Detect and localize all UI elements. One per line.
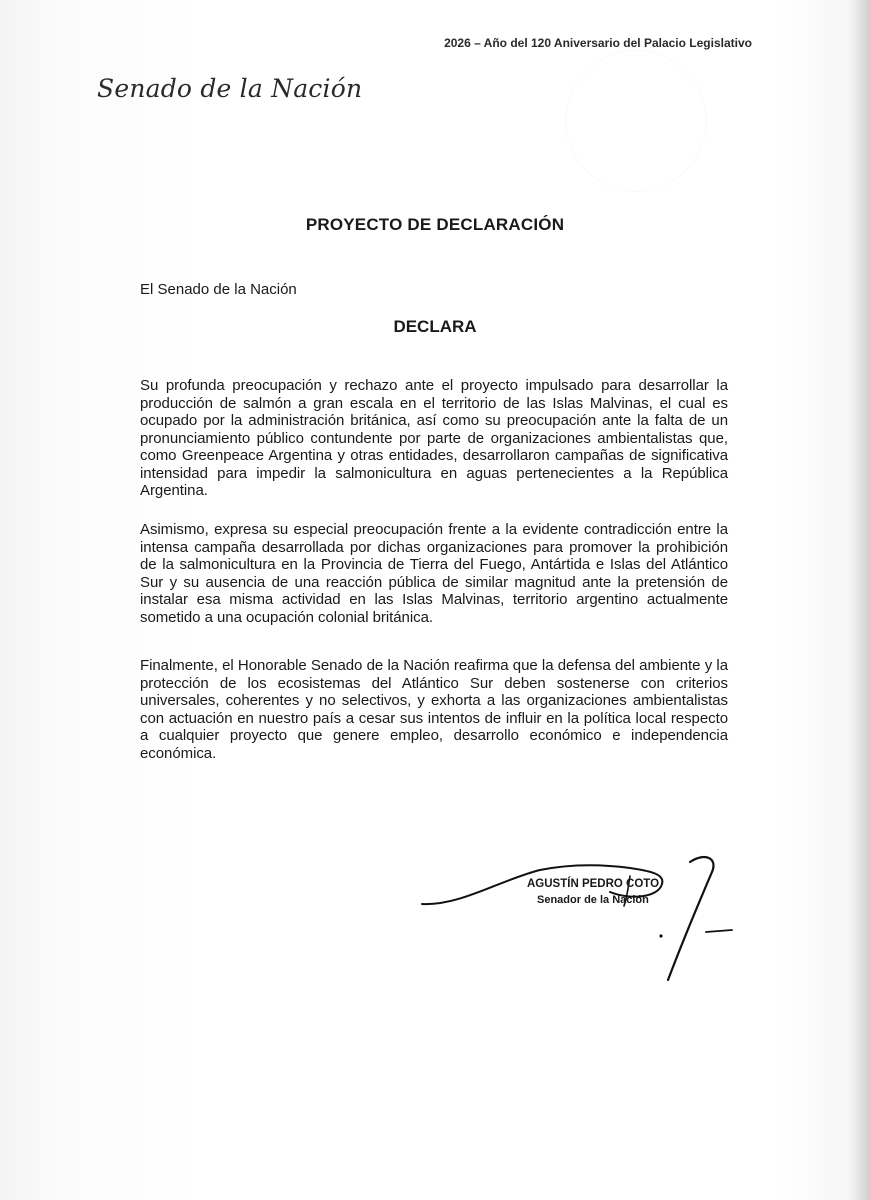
handwritten-signature (400, 840, 760, 990)
signer-name: AGUSTÍN PEDRO COTO (527, 878, 660, 890)
paragraph-1: Su profunda preocupación y rechazo ante el proyecto impulsado para desarrollar la producción de salmón a gran escala en el territorio de las Islas Malvinas, el cual es ocupado por la administración británica, así como su preocupación ante la falta de un pronunciamiento público contundente por parte de organizaciones ambientalistas que, como Greenpeace Argentina y otras entidades, desarrollaron campañas de significativa intensidad para impedir la salmonicultura en aguas pertenecientes a la República Argentina. (140, 377, 728, 499)
intro-line: El Senado de la Nación (140, 281, 297, 298)
paragraph-3: Finalmente, el Honorable Senado de la Nación reafirma que la defensa del ambiente y la protección de los ecosistemas del Atlántico Sur deben sostenerse con criterios universales, coherentes y no selectivos, y exhorta a las organizaciones ambientalistas con actuación en nuestro país a cesar sus intentos de influir en la política local respecto a cualquier proyecto que genere empleo, desarrollo económico e independencia económica. (140, 657, 728, 762)
document-title: PROYECTO DE DECLARACIÓN (305, 215, 565, 234)
paragraph-2: Asimismo, expresa su especial preocupación frente a la evidente contradicción entre la intensa campaña desarrollada por dichas organizaciones para promover la prohibición de la salmonicultura en la Provincia de Tierra del Fuego, Antártida e Islas del Atlántico Sur y su ausencia de una reacción pública de similar magnitud ante la pretensión de instalar esa misma actividad en las Islas Malvinas, territorio argentino actualmente sometido a una ocupación colonial británica. (140, 521, 728, 626)
watermark-seal (565, 50, 707, 192)
senate-letterhead: Senado de la Nación (97, 74, 363, 103)
declara-heading: DECLARA (393, 317, 477, 336)
signer-title: Senador de la Nación (537, 894, 649, 906)
page-edge-shadow (848, 0, 870, 1200)
anniversary-header: 2026 – Año del 120 Aniversario del Palacio Legislativo (444, 36, 752, 50)
